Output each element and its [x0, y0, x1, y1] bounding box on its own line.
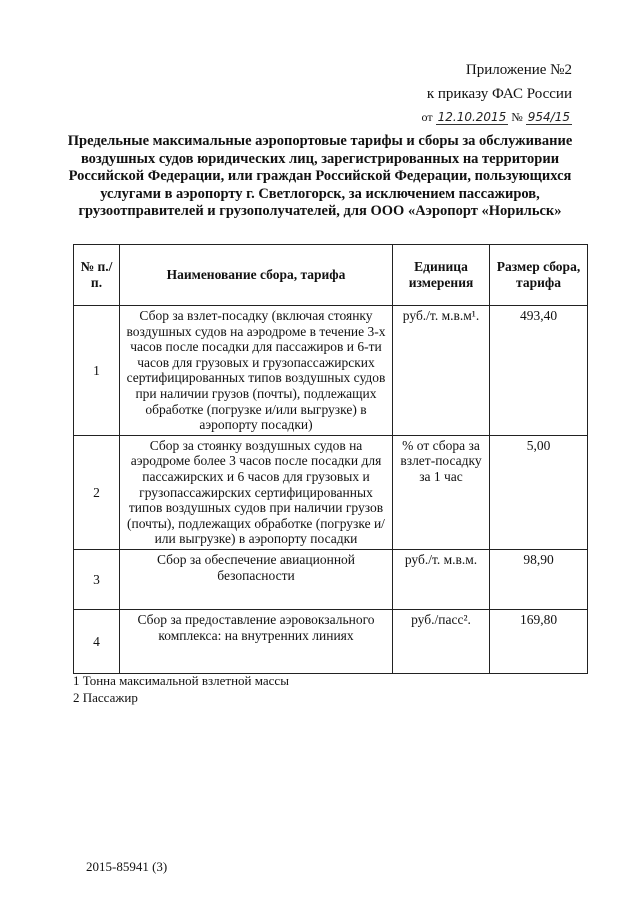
table-row [74, 435, 588, 549]
row-unit: руб./т. м.в.м¹. [393, 306, 490, 436]
row-unit: % от сбора за взлет-посадку за 1 час [393, 435, 490, 549]
order-number: 954/15 [527, 110, 570, 124]
row-num: 3 [74, 549, 120, 609]
order-number-prefix: № [511, 110, 523, 124]
order-date-line [422, 110, 572, 125]
document-title: Предельные максимальные аэропортовые тарифы и сборы за обслуживание воздушных судов юридических лиц, зарегистрированных на территории Российской Федерации, или граждан Российской Федерации, пользующихся услугами в аэропорту г. Светлогорск, за исключением пассажиров, грузоотправителей и грузополучателей, для ООО «Аэропорт «Норильск» [67, 133, 573, 220]
attachment-label: Приложение №2 [465, 62, 572, 78]
table-row [74, 609, 588, 673]
footnote-1: 1 Тонна максимальной взлетной массы [73, 673, 289, 688]
row-name: Сбор за взлет-посадку (включая стоянку воздушных судов на аэродроме в течение 3-х часов после посадки для пассажиров и 6-ти часов для грузовых и грузопассажирских сертифицированных типов воздушных судов при наличии грузов (почты), подлежащих обработке (погрузке и/или выгрузке) в аэропорту посадки) [120, 306, 393, 436]
row-name: Сбор за предоставление аэровокзального комплекса: на внутренних линиях [120, 609, 393, 673]
order-date: 12.10.2015 [437, 110, 507, 124]
order-from-prefix: от [421, 110, 433, 124]
row-num: 4 [74, 609, 120, 673]
table-row [74, 549, 588, 609]
header-name: Наименование сбора, тарифа [120, 245, 393, 306]
footnotes [73, 672, 289, 706]
row-value: 5,00 [490, 435, 588, 549]
header-value: Размер сбора, тарифа [490, 245, 588, 306]
row-value: 169,80 [490, 609, 588, 673]
row-num: 2 [74, 435, 120, 549]
header-unit: Единица измерения [393, 245, 490, 306]
table-header-row [74, 245, 588, 306]
row-unit: руб./т. м.в.м. [393, 549, 490, 609]
row-value: 493,40 [490, 306, 588, 436]
header-num: № п./п. [74, 245, 120, 306]
row-unit: руб./пасс². [393, 609, 490, 673]
row-name: Сбор за обеспечение авиационной безопасности [120, 549, 393, 609]
order-reference: к приказу ФАС России [426, 86, 572, 102]
row-num: 1 [74, 306, 120, 436]
footnote-2: 2 Пассажир [73, 690, 138, 705]
document-number: 2015-85941 (3) [86, 859, 168, 874]
tariffs-table [73, 244, 588, 674]
row-value: 98,90 [490, 549, 588, 609]
row-name: Сбор за стоянку воздушных судов на аэродроме более 3 часов после посадки для пассажирских и 6 часов для грузовых и грузопассажирских сертифицированных типов воздушных судов при наличии грузов (почты), подлежащих обработке (погрузке и/или выгрузке) в аэропорту посадки [120, 435, 393, 549]
table-row [74, 306, 588, 436]
